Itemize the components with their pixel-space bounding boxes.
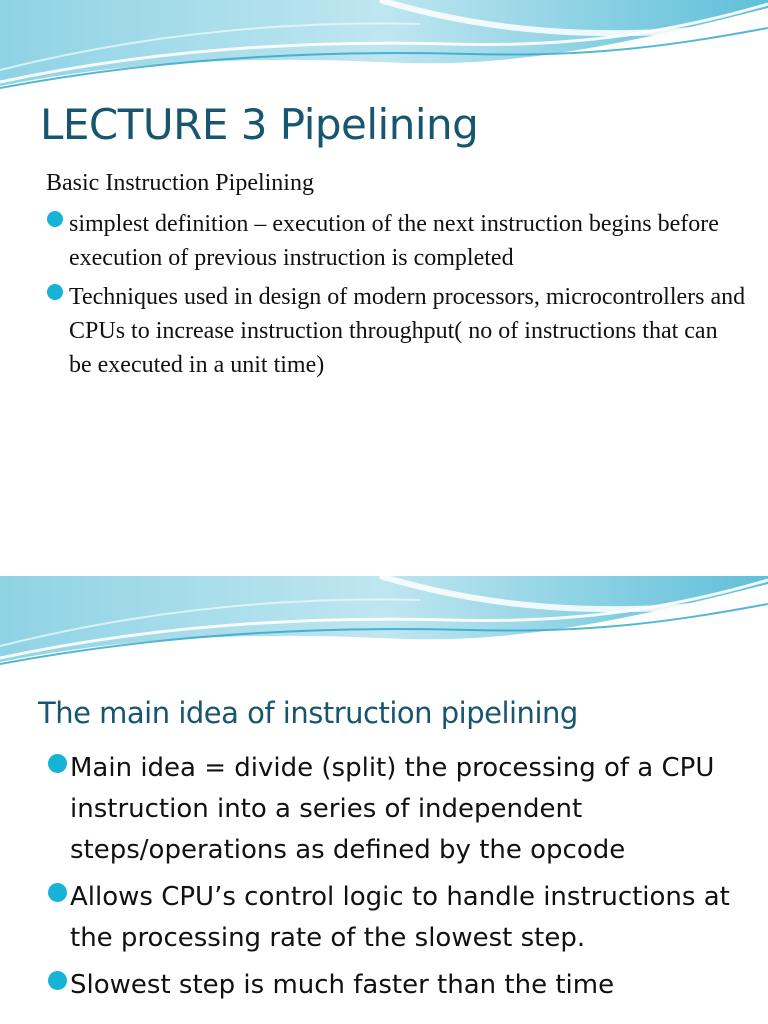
list-item: Slowest step is much faster than the time [48,965,748,1006]
list-item: Techniques used in design of modern processors, microcontrollers and CPUs to increase instruction throughput( no of instructions that can be executed in a unit time) [46,280,746,382]
slide-1-subtitle: Basic Instruction Pipelining [46,170,314,196]
slide-gap [0,560,768,576]
list-item: Allows CPU’s control logic to handle instructions at the processing rate of the slowest step. [48,877,748,959]
slide-1-title: LECTURE 3 Pipelining [40,100,479,149]
slide-1-bullet-list [46,207,746,387]
slide-2 [0,576,768,1024]
bullet-dot-icon [48,883,67,902]
slide-2-title: The main idea of instruction pipelining [38,696,578,730]
wave-banner [0,576,768,666]
list-item: Main idea = divide (split) the processing of a CPU instruction into a series of independent steps/operations as defined by the opcode [48,748,748,871]
bullet-dot-icon [48,754,67,773]
wave-banner [0,0,768,90]
slide-2-bullet-list [48,748,748,1012]
bullet-dot-icon [48,971,67,990]
bullet-dot-icon [47,284,63,300]
list-item: simplest definition – execution of the next instruction begins before execution of previous instruction is completed [46,207,746,275]
bullet-dot-icon [47,211,63,227]
